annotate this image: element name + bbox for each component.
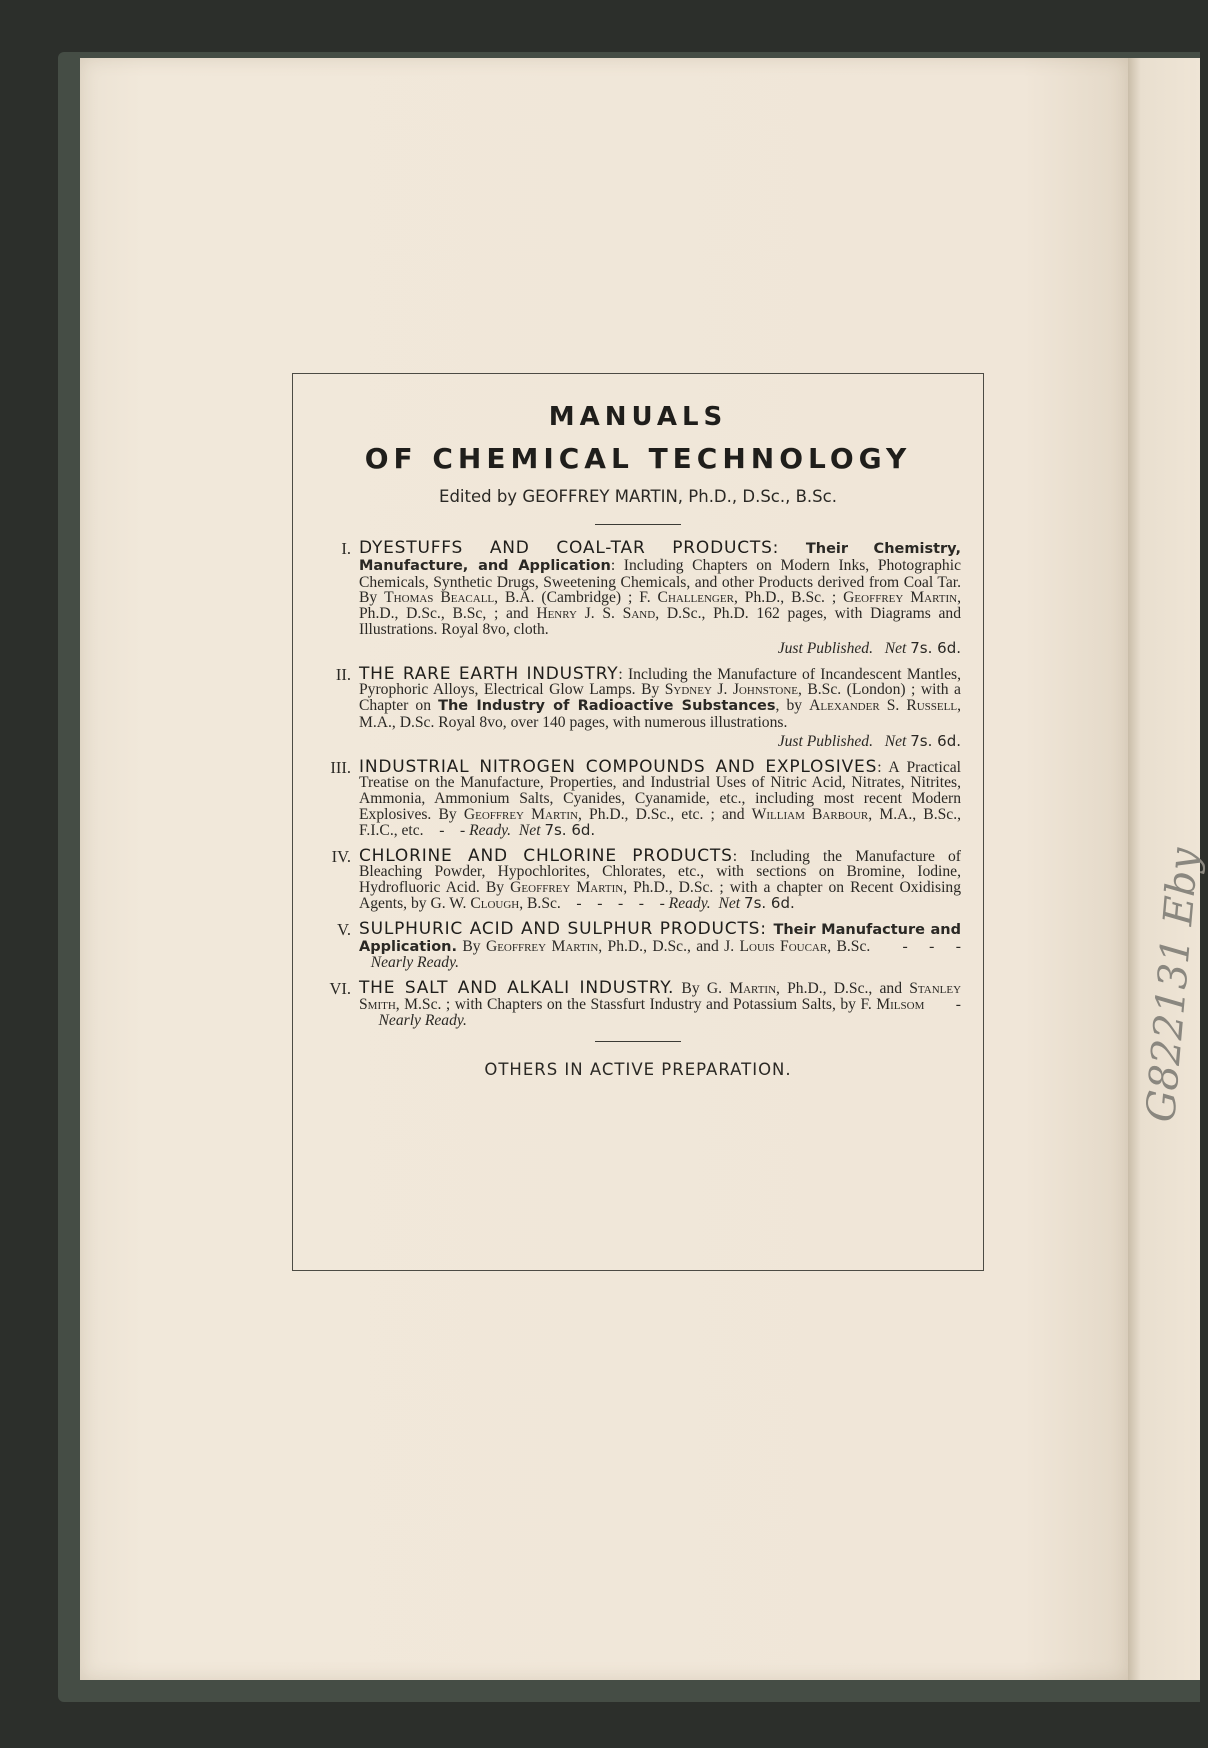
entry-status: Nearly Ready.: [378, 1011, 467, 1029]
author-name: Thomas Beacall: [384, 589, 495, 607]
entry-text: , Ph.D., D.Sc., B.Sc, ; and: [359, 589, 961, 623]
entry-text: : Including Chapters on Modern Inks, Photographic Chemicals, Synthetic Drugs, Sweetening Chemicals, and other Products derived from Coal Tar. By: [359, 556, 961, 607]
divider-rule: [595, 1041, 681, 1042]
entry-text: : Including the Manufacture of Bleaching Powder, Hypochlorites, Chlorates, etc., with sections on Bromine, Iodine, Hydrofluoric Acid. By: [359, 847, 962, 897]
author-name: Geoffrey Martin: [843, 589, 958, 607]
author-name: Challenger: [657, 589, 734, 607]
leader-dashes: -: [955, 995, 961, 1013]
entry-status-line: [359, 638, 961, 657]
entry-status: Just Published.: [777, 639, 873, 657]
list-item: [331, 845, 962, 912]
entry-text: : A Practical Treatise on the Manufacture, Properties, and Industrial Uses of Nitric Acid, Nitrates, Nitrites, Ammonia, Ammonium Salts, Cyanides, Cyanamide, etc., including most recent Modern Explosives. By: [359, 758, 961, 823]
entry-status: Ready.: [668, 894, 711, 912]
entry-number: I.: [341, 539, 351, 558]
entry-subheading: The Industry of Radioactive Substances: [438, 698, 776, 715]
entry-number: II.: [335, 664, 351, 684]
entry-price: 7s. 6d.: [910, 731, 961, 750]
list-item: [341, 538, 962, 657]
entry-status: Nearly Ready.: [370, 954, 460, 972]
entry-text: , Ph.D., D.Sc., and J.: [598, 937, 740, 955]
entry-heading: CHLORINE AND CHLORINE PRODUCTS: [359, 845, 733, 866]
entry-status: Just Published.: [777, 732, 873, 750]
author-name: Louis Foucar: [739, 937, 828, 955]
entry-separator: :: [760, 918, 774, 939]
entry-text: , B.Sc.: [519, 894, 561, 912]
entry-subheading: Their Chemistry, Manufacture, and Application: [359, 541, 961, 574]
entry-text: , Ph.D., B.Sc. ;: [733, 589, 844, 607]
entry-text: By G.: [674, 980, 730, 998]
author-name: Geoffrey Martin: [463, 805, 578, 823]
entry-heading: SULPHURIC ACID AND SULPHUR PRODUCTS: [359, 918, 761, 939]
entry-text: By: [457, 937, 486, 955]
entry-price: 7s. 6d.: [744, 893, 795, 912]
entry-list: [293, 538, 983, 1029]
series-title-line-2: OF CHEMICAL TECHNOLOGY: [364, 442, 912, 475]
entry-status-line: [359, 731, 961, 750]
others-notice: OTHERS IN ACTIVE PREPARATION.: [484, 1059, 792, 1079]
entry-number: IV.: [331, 846, 351, 866]
entry-heading: INDUSTRIAL NITROGEN COMPOUNDS AND EXPLOSIVES: [359, 756, 878, 777]
entry-heading: THE RARE EARTH INDUSTRY: [359, 663, 619, 684]
entry-separator: :: [772, 538, 806, 558]
entry-text: , Ph.D., D.Sc., etc. ; and: [577, 805, 752, 823]
leader-dashes: - - - - -: [576, 894, 665, 912]
author-name: Stanley Smith: [359, 980, 962, 1013]
series-title-line-1: MANUALS: [548, 402, 728, 432]
entry-text: , B.Sc. (London) ; with a Chapter on: [359, 681, 961, 715]
entry-text: : Including the Manufacture of Incandescent Mantles, Pyrophoric Alloys, Electrical Glow Lamps. By: [359, 665, 961, 699]
entry-number: V.: [337, 919, 351, 939]
divider-rule: [595, 524, 681, 525]
author-name: Geoffrey Martin: [510, 879, 624, 897]
handwritten-shelfmark: G822131 Eby: [1138, 846, 1208, 1125]
author-name: Clough: [470, 894, 520, 912]
author-name: Alexander S. Russell: [809, 697, 958, 715]
entry-text: , B.A. (Cambridge) ; F.: [494, 589, 658, 607]
leader-dashes: - - -: [902, 937, 961, 955]
entry-text: , M.A., B.Sc., F.I.C., etc.: [359, 805, 961, 839]
author-name: Sydney J. Johnstone: [664, 681, 798, 699]
editor-credit: Edited by GEOFFREY MARTIN, Ph.D., D.Sc., B.Sc.: [439, 487, 837, 506]
entry-heading: THE SALT AND ALKALI INDUSTRY.: [359, 978, 675, 999]
leader-dashes: - -: [439, 821, 466, 839]
net-label: Net: [884, 732, 907, 750]
net-label: Net: [518, 821, 541, 839]
entry-status: Ready.: [469, 821, 512, 839]
author-name: Martin: [729, 980, 777, 998]
entry-text: , Ph.D., D.Sc. ; with a chapter on Recent Oxidising Agents, by G. W.: [359, 879, 962, 912]
advertisement-box: [292, 373, 984, 1271]
net-label: Net: [884, 639, 907, 657]
list-item: [337, 918, 961, 972]
entry-text: , M.A., D.Sc. Royal 8vo, over 140 pages, with numerous illustrations.: [359, 697, 961, 731]
entry-text: , D.Sc., Ph.D. 162 pages, with Diagrams and Illustrations. Royal 8vo, cloth.: [359, 605, 962, 638]
author-name: Henry J. S. Sand: [536, 605, 656, 623]
author-name: William Barbour: [751, 805, 869, 823]
list-item: [330, 756, 961, 839]
entry-text: , M.Sc. ; with Chapters on the Stassfurt Industry and Potassium Salts, by F.: [395, 995, 877, 1013]
entry-price: 7s. 6d.: [544, 820, 596, 839]
net-label: Net: [718, 894, 741, 912]
list-item: [329, 978, 962, 1029]
author-name: Milsom: [876, 995, 925, 1013]
entry-text: , B.Sc.: [827, 937, 871, 955]
author-name: Geoffrey Martin: [485, 937, 599, 955]
entry-subheading: Their Manufacture and Application.: [359, 921, 961, 955]
list-item: [335, 663, 961, 750]
entry-text: , by: [775, 697, 810, 715]
entry-heading: DYESTUFFS AND COAL-TAR PRODUCTS: [359, 538, 773, 558]
entry-price: 7s. 6d.: [910, 638, 961, 657]
entry-number: VI.: [329, 979, 351, 999]
entry-text: , Ph.D., D.Sc., and: [776, 980, 910, 998]
entry-number: III.: [330, 757, 351, 777]
